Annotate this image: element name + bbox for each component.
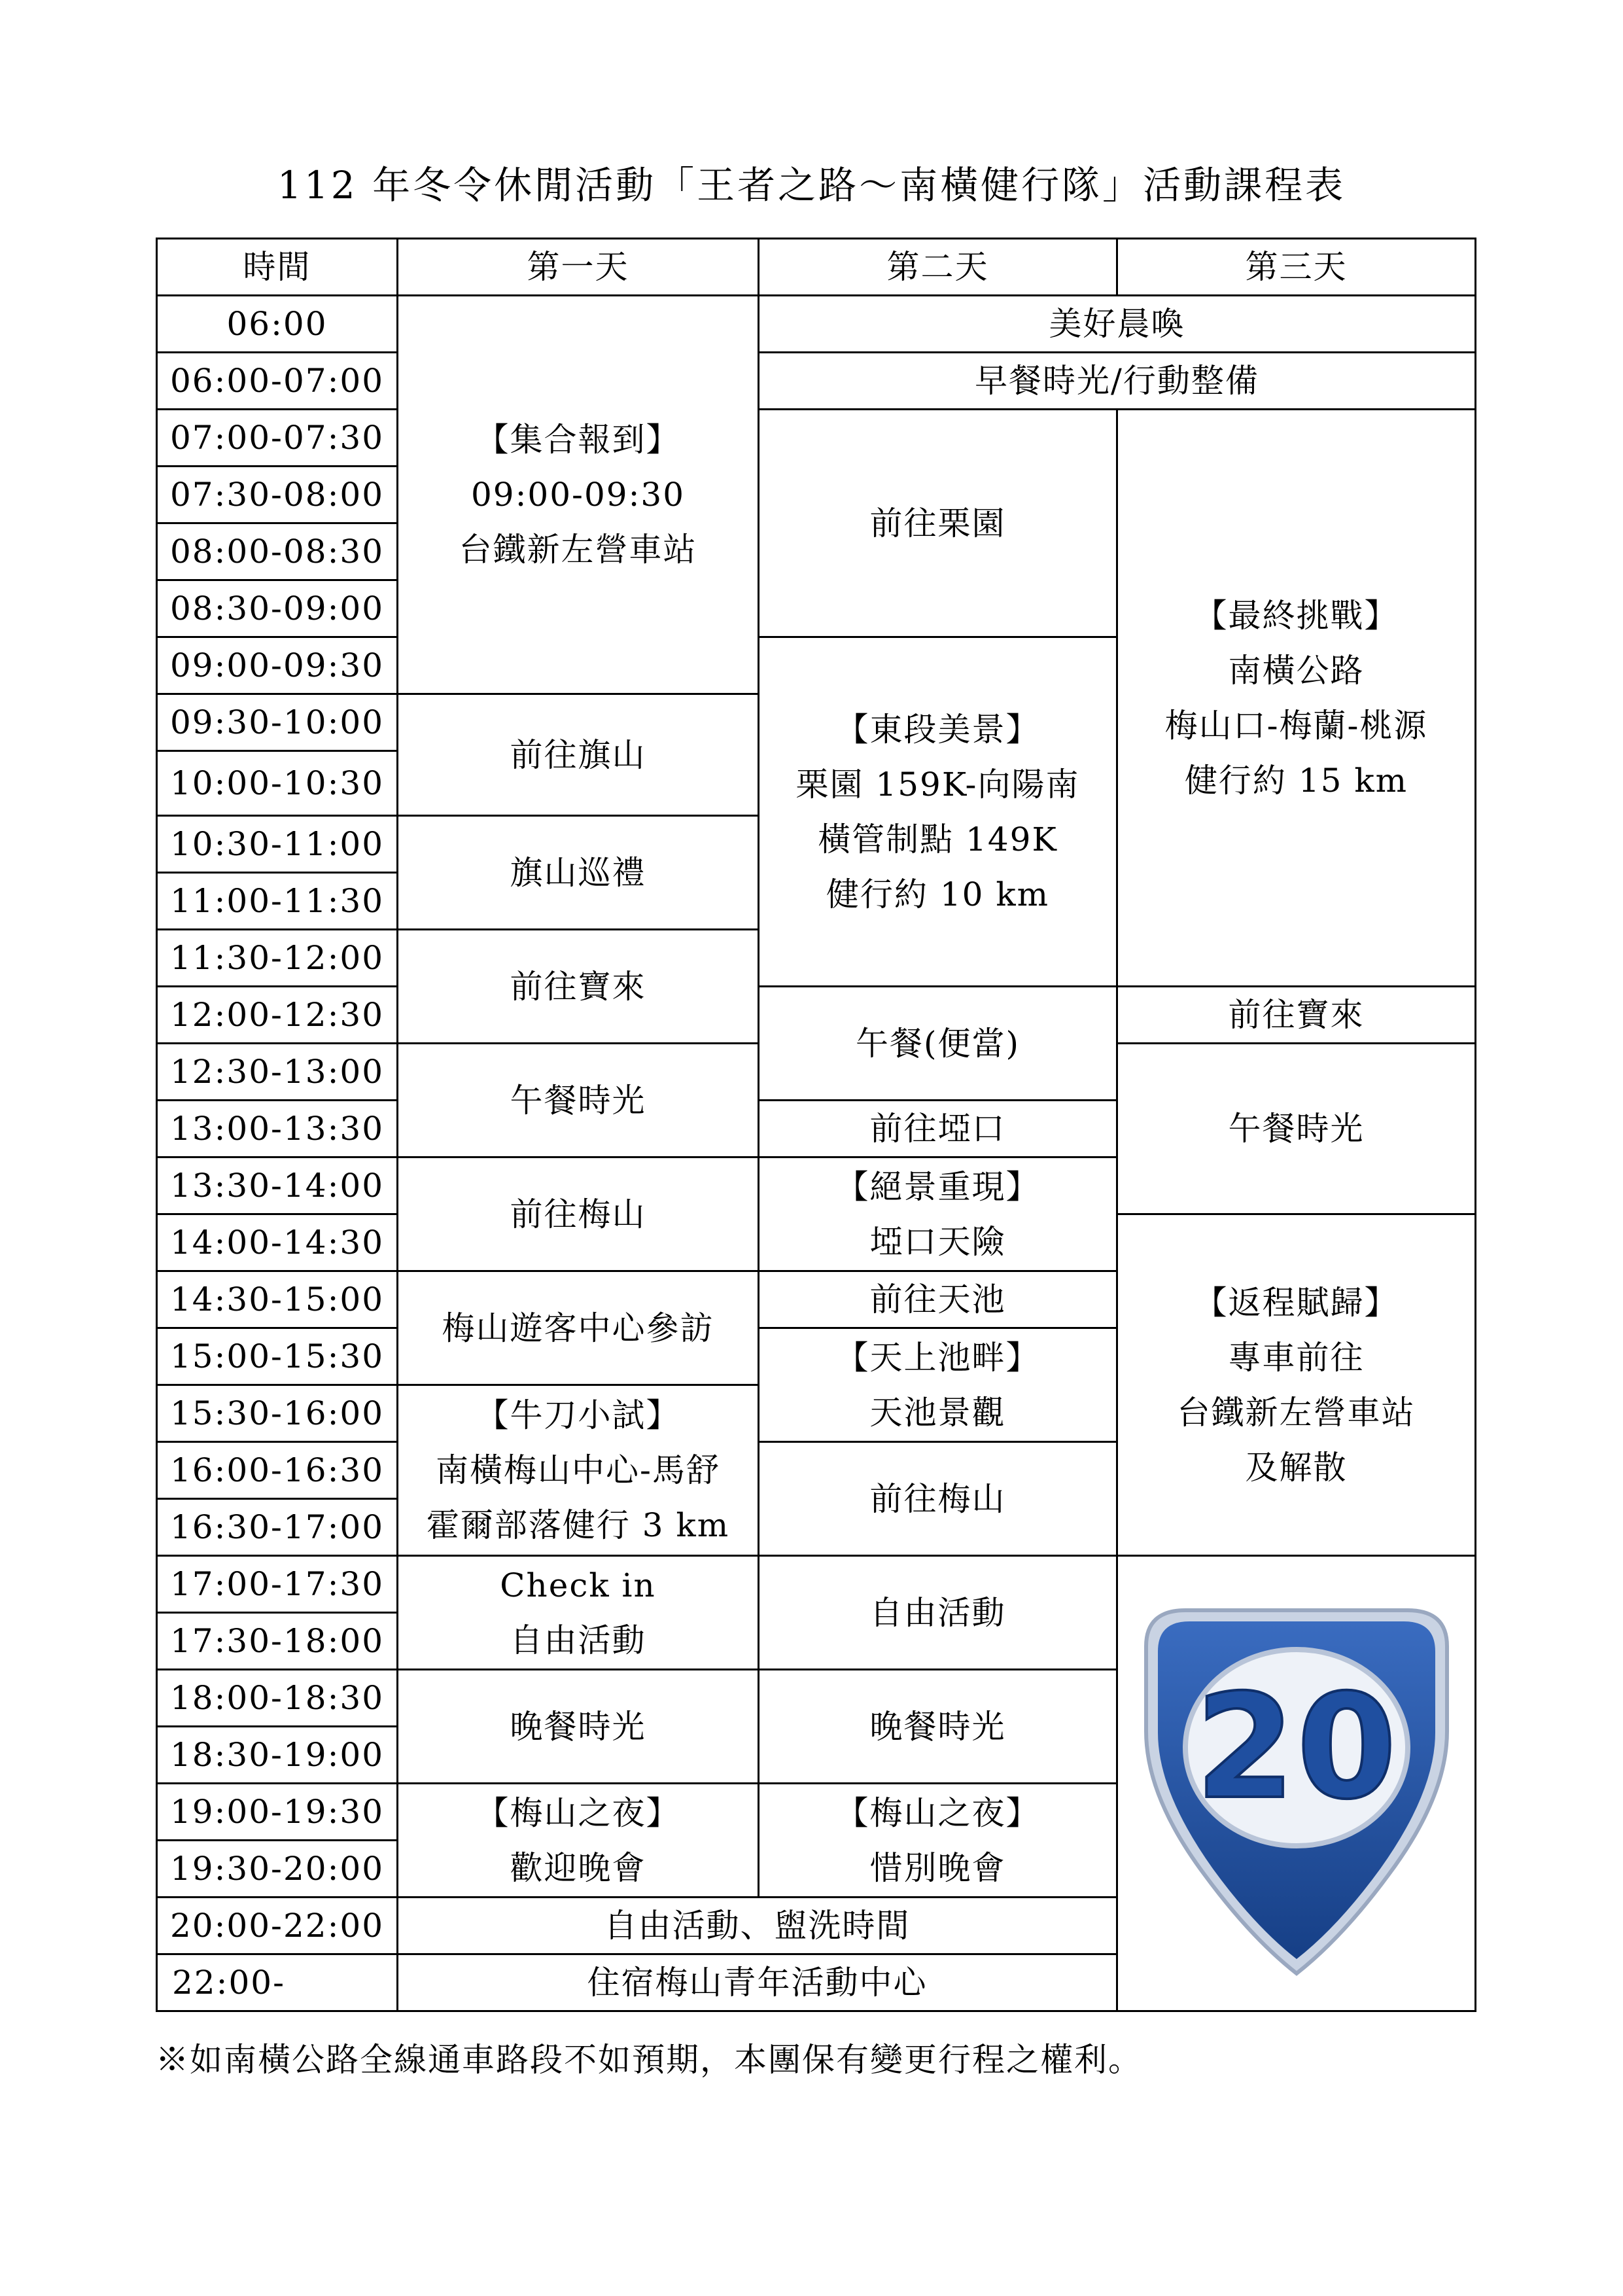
time-cell: 12:30-13:00 (157, 1044, 398, 1101)
time-cell: 13:00-13:30 (157, 1101, 398, 1157)
time-cell: 07:30-08:00 (157, 467, 398, 523)
day1-checkin-free: Check in 自由活動 (398, 1556, 759, 1670)
day2-east-scenery: 【東段美景】 栗園 159K-向陽南 橫管制點 149K 健行約 10 km (759, 637, 1117, 987)
day2-lakeside: 【天上池畔】 天池景觀 (759, 1328, 1117, 1442)
highway-20-shield-icon (1126, 1581, 1467, 1987)
header-time: 時間 (157, 239, 398, 296)
table-row (157, 987, 1476, 1044)
day1-lunch: 午餐時光 (398, 1044, 759, 1157)
day1-dinner: 晚餐時光 (398, 1670, 759, 1784)
logo-number: 20 (1195, 1663, 1398, 1831)
time-cell: 18:00-18:30 (157, 1670, 398, 1727)
time-cell: 06:00 (157, 296, 398, 353)
time-cell: 17:30-18:00 (157, 1613, 398, 1670)
time-cell: 16:00-16:30 (157, 1442, 398, 1499)
header-day1: 第一天 (398, 239, 759, 296)
free-wash: 自由活動、盥洗時間 (398, 1898, 1117, 1954)
day2-dinner: 晚餐時光 (759, 1670, 1117, 1784)
time-cell: 06:00-07:00 (157, 353, 398, 410)
page-title: 112 年冬令休閒活動「王者之路～南橫健行隊」活動課程表 (277, 163, 1346, 207)
day2-to-liyuan: 前往栗園 (759, 410, 1117, 637)
time-cell: 08:00-08:30 (157, 523, 398, 580)
highway-logo-cell (1117, 1556, 1476, 2011)
day3-return: 【返程賦歸】 專車前往 台鐵新左營車站 及解散 (1117, 1214, 1476, 1556)
day3-lunch: 午餐時光 (1117, 1044, 1476, 1214)
time-cell: 15:00-15:30 (157, 1328, 398, 1385)
day1-night: 【梅山之夜】 歡迎晚會 (398, 1784, 759, 1898)
time-cell: 18:30-19:00 (157, 1727, 398, 1784)
day2-night: 【梅山之夜】 惜別晚會 (759, 1784, 1117, 1898)
day2-to-yakou: 前往埡口 (759, 1101, 1117, 1157)
day1-qishan-tour: 旗山巡禮 (398, 816, 759, 930)
header-day2: 第二天 (759, 239, 1117, 296)
footnote: ※如南橫公路全線通車路段不如預期，本團保有變更行程之權利。 (156, 2041, 1142, 2079)
time-cell: 19:00-19:30 (157, 1784, 398, 1841)
header-day3: 第三天 (1117, 239, 1476, 296)
time-cell: 14:30-15:00 (157, 1271, 398, 1328)
table-row (157, 410, 1476, 467)
time-cell: 13:30-14:00 (157, 1157, 398, 1214)
time-cell: 16:30-17:00 (157, 1499, 398, 1556)
day1-trial: 【牛刀小試】 南橫梅山中心-馬舒 霍爾部落健行 3 km (398, 1385, 759, 1556)
day1-to-meishan: 前往梅山 (398, 1157, 759, 1271)
day3-to-baolai: 前往寶來 (1117, 987, 1476, 1044)
time-cell: 11:00-11:30 (157, 873, 398, 930)
table-row (157, 1556, 1476, 1613)
day1-visitor-center: 梅山遊客中心參訪 (398, 1271, 759, 1385)
table-row (157, 353, 1476, 410)
time-cell: 11:30-12:00 (157, 930, 398, 987)
day3-final-challenge: 【最終挑戰】 南橫公路 梅山口-梅蘭-桃源 健行約 15 km (1117, 410, 1476, 987)
time-cell: 22:00- (157, 1954, 398, 2011)
time-cell: 10:00-10:30 (157, 751, 398, 816)
header-row (157, 239, 1476, 296)
day2-lunch-box: 午餐(便當) (759, 987, 1117, 1101)
day2-spectacle: 【絕景重現】 埡口天險 (759, 1157, 1117, 1271)
schedule-table (156, 238, 1476, 2012)
time-cell: 14:00-14:30 (157, 1214, 398, 1271)
time-cell: 08:30-09:00 (157, 580, 398, 637)
breakfast: 早餐時光/行動整備 (759, 353, 1476, 410)
day2-to-meishan: 前往梅山 (759, 1442, 1117, 1556)
time-cell: 20:00-22:00 (157, 1898, 398, 1954)
time-cell: 10:30-11:00 (157, 816, 398, 873)
time-cell: 17:00-17:30 (157, 1556, 398, 1613)
table-row (157, 296, 1476, 353)
day2-to-tianchi: 前往天池 (759, 1271, 1117, 1328)
day1-to-baolai: 前往寶來 (398, 930, 759, 1044)
time-cell: 19:30-20:00 (157, 1841, 398, 1898)
time-cell: 09:00-09:30 (157, 637, 398, 694)
morning-call: 美好晨喚 (759, 296, 1476, 353)
lodging: 住宿梅山青年活動中心 (398, 1954, 1117, 2011)
day1-checkin: 【集合報到】 09:00-09:30 台鐵新左營車站 (398, 296, 759, 694)
time-cell: 07:00-07:30 (157, 410, 398, 467)
time-cell: 12:00-12:30 (157, 987, 398, 1044)
time-cell: 09:30-10:00 (157, 694, 398, 751)
time-cell: 15:30-16:00 (157, 1385, 398, 1442)
day1-to-qishan: 前往旗山 (398, 694, 759, 816)
day2-free: 自由活動 (759, 1556, 1117, 1670)
